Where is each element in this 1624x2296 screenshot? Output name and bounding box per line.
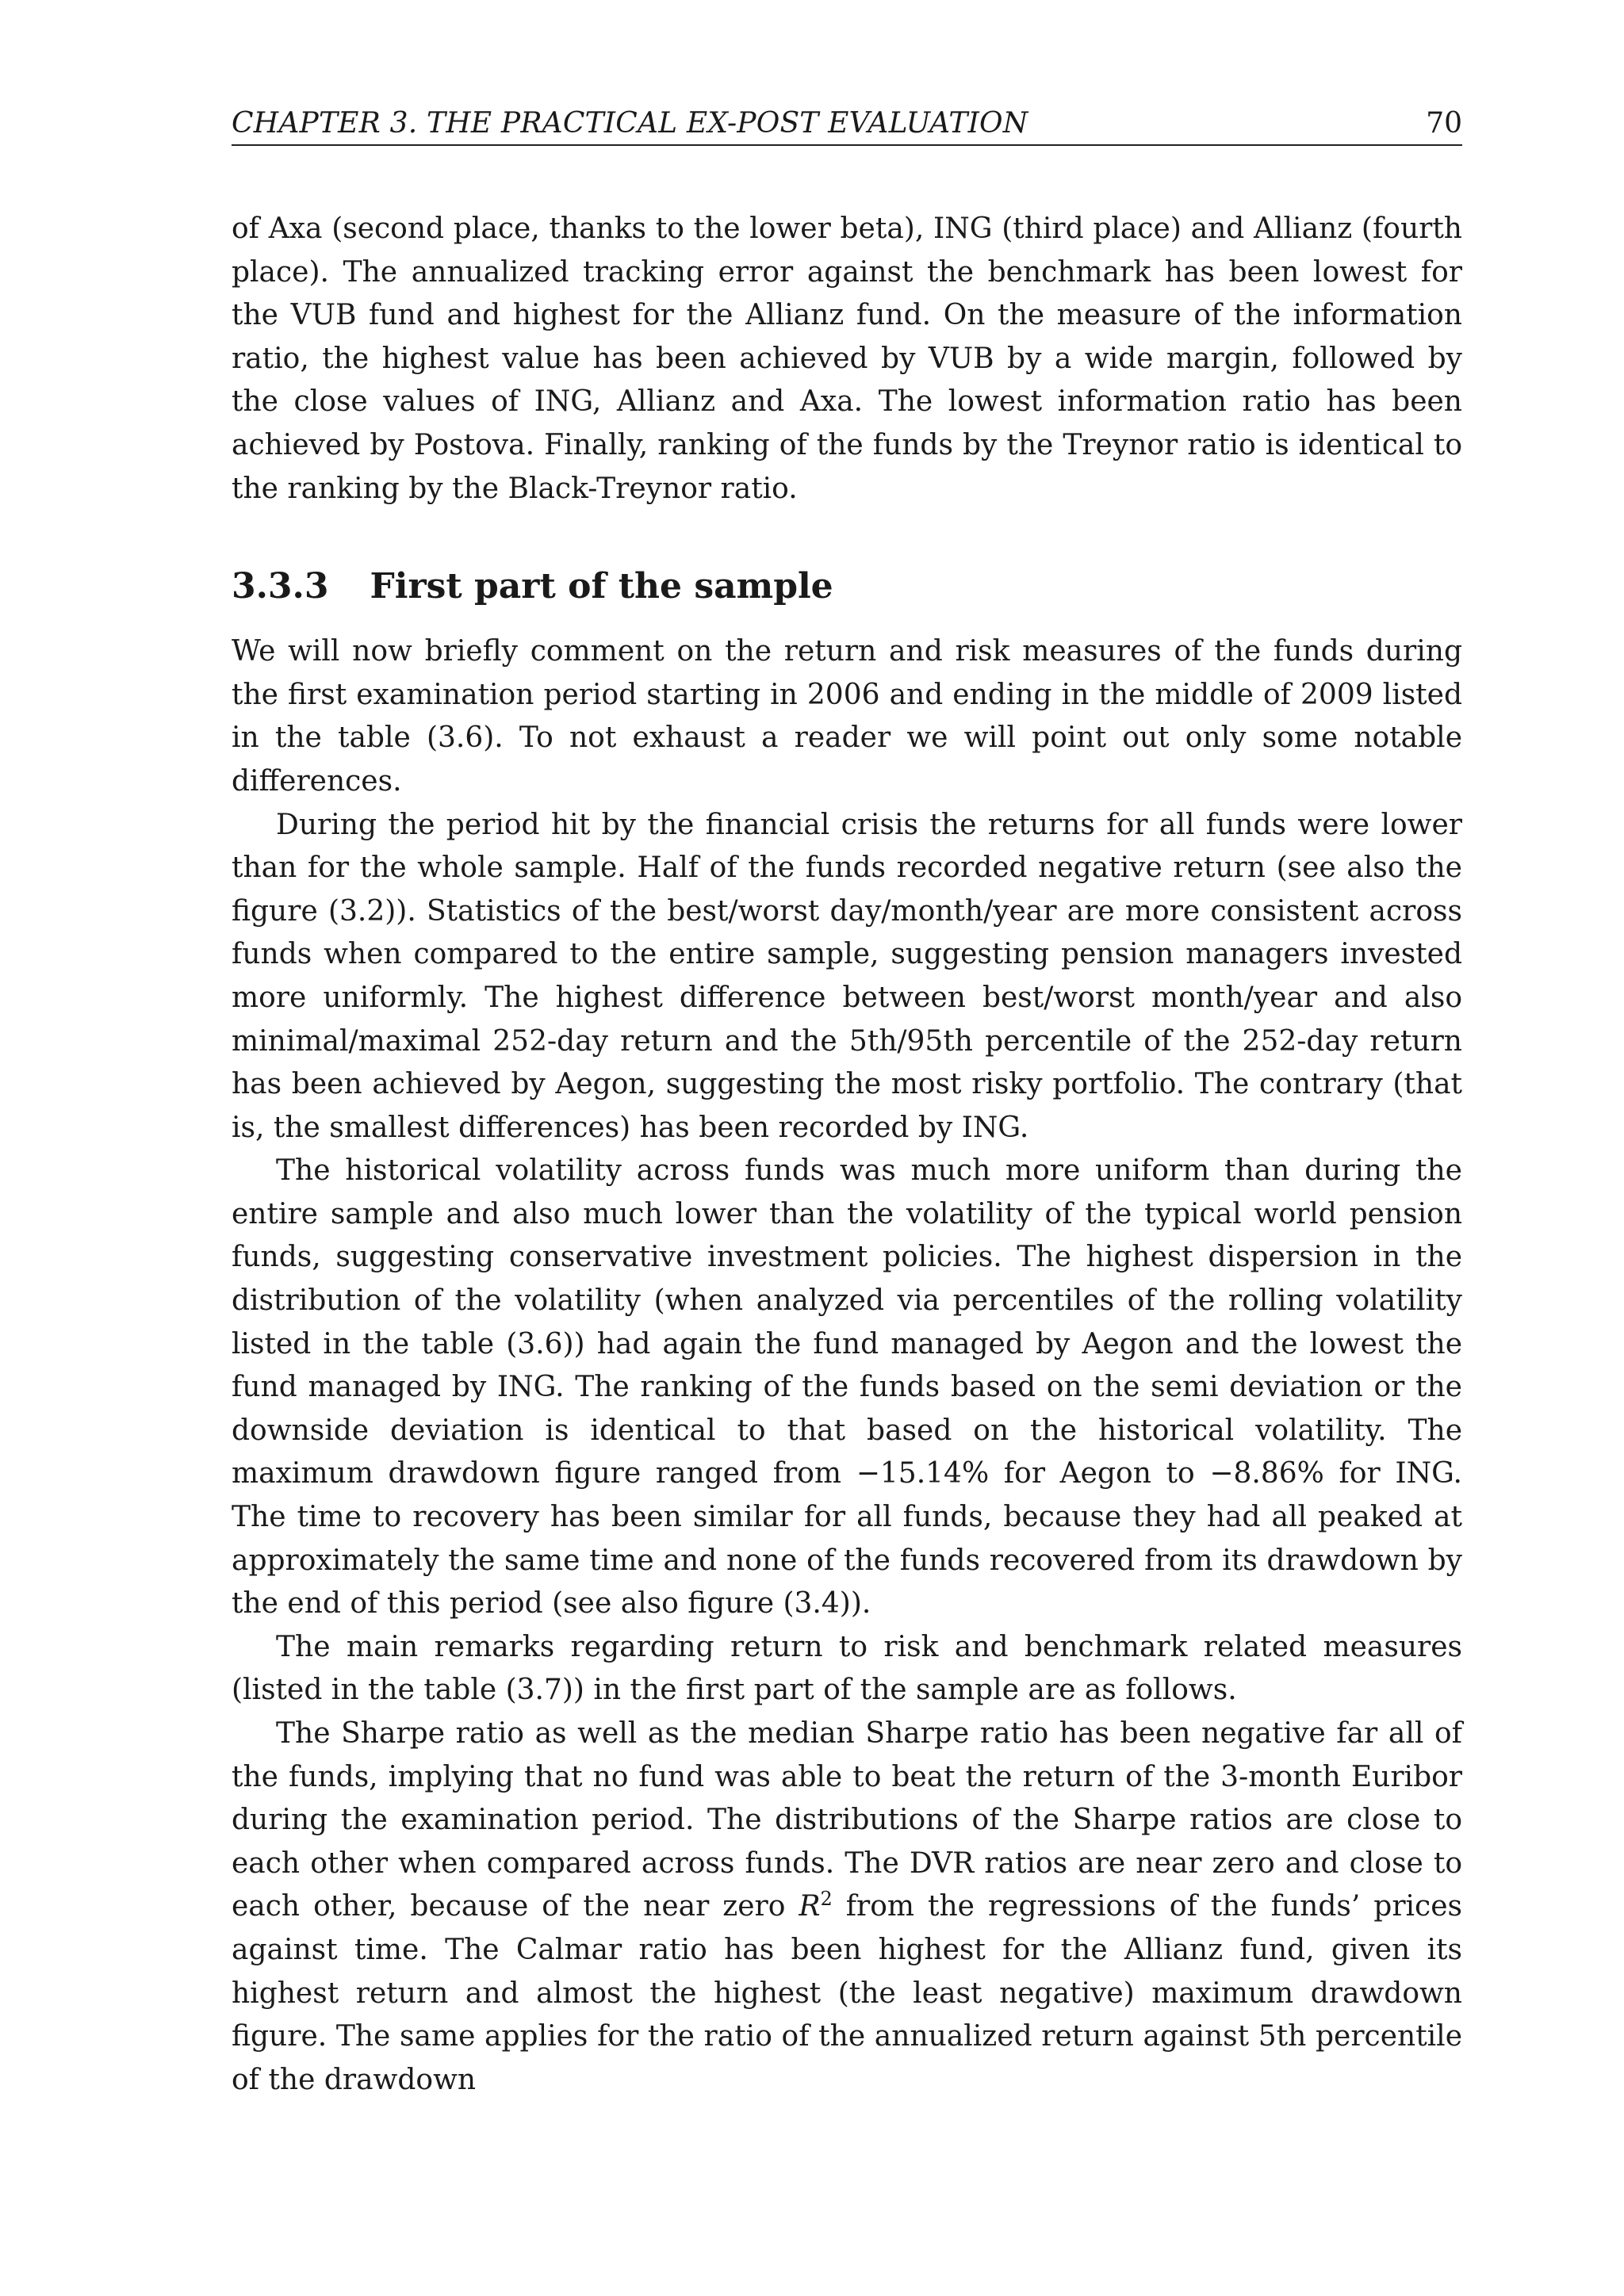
- text-segment: The Sharpe ratio as well as the median Sharpe ratio has been negative far all of the funds, implying that no fund was able to beat the return of the 3-month Euribor during the examination period. The distributions of the Sharpe ratios are close to each other when compared across funds. The DVR ratios are near zero and close to each other, because of the near zero: [232, 1717, 1462, 1923]
- section-number: 3.3.3: [232, 566, 329, 607]
- paragraph-intro: We will now briefly comment on the return and risk measures of the funds during the first examination period starting in 2006 and ending in the middle of 2009 listed in the table (3.6). To not exhaust a reader we will point out only some notable differences.: [232, 635, 1462, 798]
- math-symbol: R: [799, 1890, 821, 1923]
- text-segment: for Aegon to: [989, 1457, 1210, 1490]
- paragraph-volatility: [232, 1150, 1462, 1626]
- text-segment: for ING. The time to recovery has been similar for all funds, because they had all peaked at approximately the same time and none of the funds recovered from its drawdown by the end of this period (see also figure (3.4)).: [232, 1457, 1463, 1621]
- text-segment: The historical volatility across funds was much more uniform than during the entire sample and also much lower than the volatility of the typical world pension funds, suggesting conservative investment policies. The highest dispersion in the distribution of the volatility (when analyzed via percentiles of the rolling volatility listed in the table (3.6)) had again the fund managed by Aegon and the lowest the fund managed by ING. The ranking of the funds based on the semi deviation or the downside deviation is identical to that based on the historical volatility. The maximum drawdown figure ranged from: [232, 1154, 1462, 1490]
- math-superscript: 2: [820, 1888, 833, 1911]
- math-value: −8.86%: [1209, 1457, 1324, 1490]
- math-value: −15.14%: [856, 1457, 990, 1490]
- page-body: [232, 208, 1462, 2102]
- paragraph-continued: of Axa (second place, thanks to the lower beta), ING (third place) and Allianz (fourth place). The annualized tracking error against the benchmark has been lowest for the VUB fund and highest for the Allianz fund. On the measure of the information ratio, the highest value has been achieved by VUB by a wide margin, followed by the close values of ING, Allianz and Axa. The lowest information ratio has been achieved by Postova. Finally, ranking of the funds by the Treynor ratio is identical to the ranking by the Black-Treynor ratio.: [232, 212, 1462, 505]
- section-title: First part of the sample: [370, 566, 833, 607]
- paragraph-remarks: The main remarks regarding return to risk and benchmark related measures (listed in the table (3.7)) in the first part of the sample are as follows.: [232, 1630, 1462, 1707]
- paragraph-sharpe: [232, 1712, 1462, 2102]
- text-segment: from the regressions of the funds’ prices against time. The Calmar ratio has been highest for the Allianz fund, given its highest return and almost the highest (the least negative) maximum drawdown figure. The same applies for the ratio of the annualized return against 5th percentile of the drawdown: [232, 1890, 1462, 2096]
- paragraph-returns: During the period hit by the financial crisis the returns for all funds were lower than for the whole sample. Half of the funds recorded negative return (see also the figure (3.2)). Statistics of the best/worst day/month/year are more consistent across funds when compared to the entire sample, suggesting pension managers invested more uniformly. The highest difference between best/worst month/year and also minimal/maximal 252-day return and the 5th/95th percentile of the 252-day return has been achieved by Aegon, suggesting the most risky portfolio. The contrary (that is, the smallest differences) has been recorded by ING.: [232, 808, 1462, 1144]
- running-head: CHAPTER 3. THE PRACTICAL EX-POST EVALUATION: [232, 107, 1028, 140]
- section-heading: [232, 566, 1462, 607]
- page-number: 70: [1426, 107, 1462, 140]
- page-header: [232, 98, 1462, 146]
